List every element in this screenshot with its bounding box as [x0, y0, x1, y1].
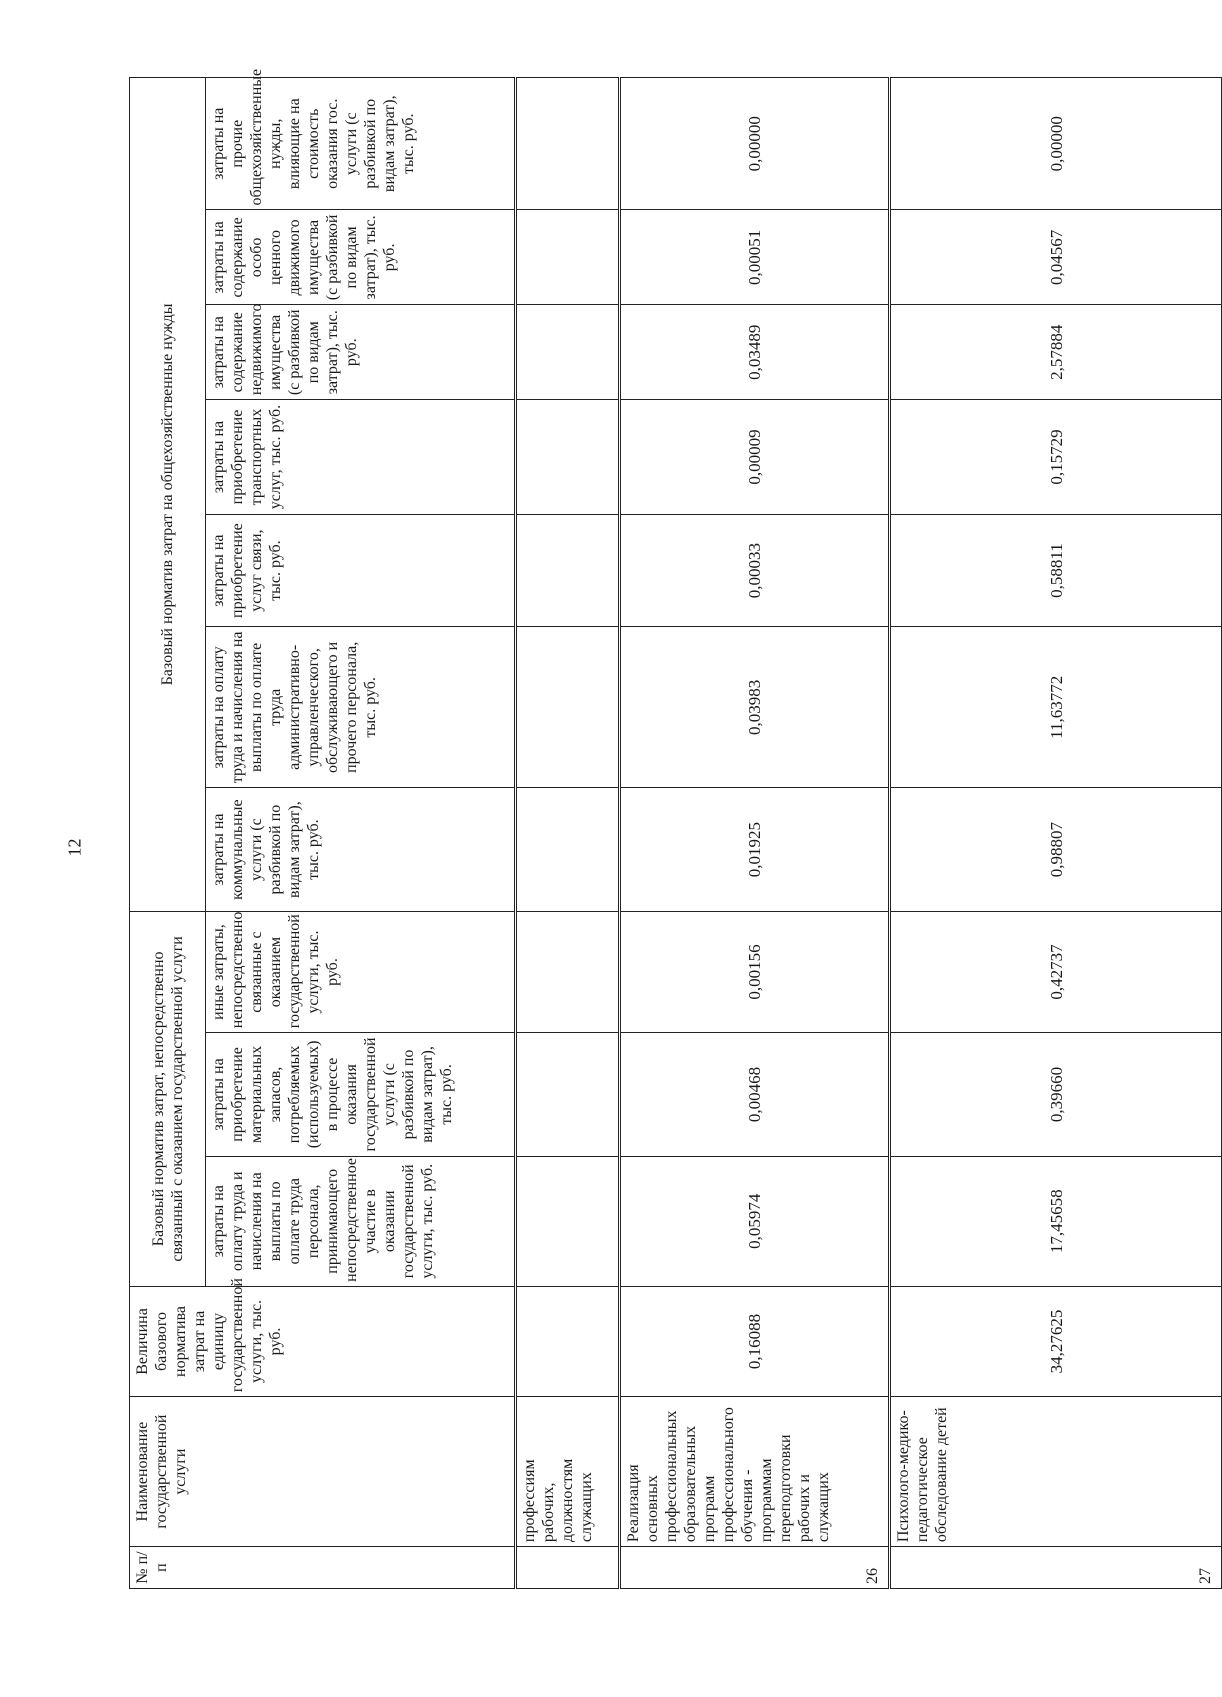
table-row — [620, 78, 890, 1589]
row-value — [516, 1033, 620, 1157]
row-value — [516, 788, 620, 912]
row-value: 17,45658 — [890, 1156, 1222, 1286]
row-value — [516, 305, 620, 400]
row-value: 0,00468 — [620, 1033, 890, 1157]
row-num: 26 — [620, 1547, 890, 1589]
header-general-movable: затраты на содержание особо ценного движимого имущества (с разбивкой по видам затрат), тыс. руб. — [206, 210, 516, 305]
header-general-communication: затраты на приобретение услуг связи, тыс. руб. — [206, 514, 516, 626]
row-value: 2,57884 — [890, 305, 1222, 400]
row-value — [516, 78, 620, 210]
row-value — [516, 400, 620, 515]
row-value: 0,00000 — [620, 78, 890, 210]
row-value — [516, 1286, 620, 1396]
header-general-other: затраты на прочие общехозяйственные нужды, влияющие на стоимость оказания гос. услуги (с разбивкой по видам затрат), тыс. руб. — [206, 78, 516, 210]
header-general-real-estate: затраты на содержание недвижимого имущества (с разбивкой по видам затрат), тыс. руб. — [206, 305, 516, 400]
row-num — [516, 1547, 620, 1589]
header-direct-materials: затраты на приобретение материальных запасов, потребляемых (используемых) в процессе оказания государственной услуги (с разбивкой по видам затрат), тыс. руб. — [206, 1033, 516, 1157]
header-base-value: Величина базового норматива затрат на единицу государственной услуги, тыс. руб. — [130, 1286, 516, 1396]
row-value: 0,00051 — [620, 210, 890, 305]
row-value: 0,98807 — [890, 788, 1222, 912]
header-general-transport: затраты на приобретение транспортных услуг, тыс. руб. — [206, 400, 516, 515]
row-value: 0,00009 — [620, 400, 890, 515]
header-general-utilities: затраты на коммунальные услуги (с разбивкой по видам затрат), тыс. руб. — [206, 788, 516, 912]
table-row — [516, 78, 620, 1589]
header-num: № п/п — [130, 1547, 516, 1589]
row-value: 0,00033 — [620, 514, 890, 626]
row-value — [516, 514, 620, 626]
row-value: 0,16088 — [620, 1286, 890, 1396]
table-row — [890, 78, 1222, 1589]
rotated-table-wrapper — [129, 68, 1221, 1589]
cost-norms-table — [129, 68, 1222, 1589]
header-name: Наименование государственной услуги — [130, 1397, 516, 1547]
header-direct-labor: затраты на оплату труда и начисления на выплаты по оплате труда персонала, принимающего непосредственное участие в оказании государственной услуги, тыс. руб. — [206, 1156, 516, 1286]
row-value — [516, 1156, 620, 1286]
row-value — [516, 627, 620, 788]
header-general-admin-labor: затраты на оплату труда и начисления на выплаты по оплате труда административно-управленческого, обслуживающего и прочего персонала, тыс. руб. — [206, 627, 516, 788]
header-direct-other: иные затраты, непосредственно связанные с оказанием государственной услуги, тыс. руб. — [206, 911, 516, 1032]
row-value: 0,00000 — [890, 78, 1222, 210]
row-value — [516, 210, 620, 305]
row-value: 0,42737 — [890, 911, 1222, 1032]
row-value: 11,63772 — [890, 627, 1222, 788]
row-name: Психолого-медико-педагогическое обследование детей — [890, 1397, 1222, 1547]
row-name: профессиям рабочих, должностям служащих — [516, 1397, 620, 1547]
row-value: 0,58811 — [890, 514, 1222, 626]
page-number: 12 — [64, 838, 85, 857]
row-value: 0,04567 — [890, 210, 1222, 305]
row-value: 0,00156 — [620, 911, 890, 1032]
row-value: 34,27625 — [890, 1286, 1222, 1396]
row-value: 0,39660 — [890, 1033, 1222, 1157]
row-value: 0,05974 — [620, 1156, 890, 1286]
row-value: 0,01925 — [620, 788, 890, 912]
header-group-general: Базовый норматив затрат на общехозяйственные нужды — [130, 78, 206, 912]
row-value: 0,03489 — [620, 305, 890, 400]
row-name: Реализация основных профессиональных образовательных программ профессионального обучения - программам переподготовки рабочих и служащих — [620, 1397, 890, 1547]
row-value: 0,15729 — [890, 400, 1222, 515]
header-group-direct: Базовый норматив затрат, непосредственно связанный с оказанием государственной услуги — [130, 911, 206, 1286]
row-value: 0,03983 — [620, 627, 890, 788]
row-num: 27 — [890, 1547, 1222, 1589]
row-value — [516, 911, 620, 1032]
